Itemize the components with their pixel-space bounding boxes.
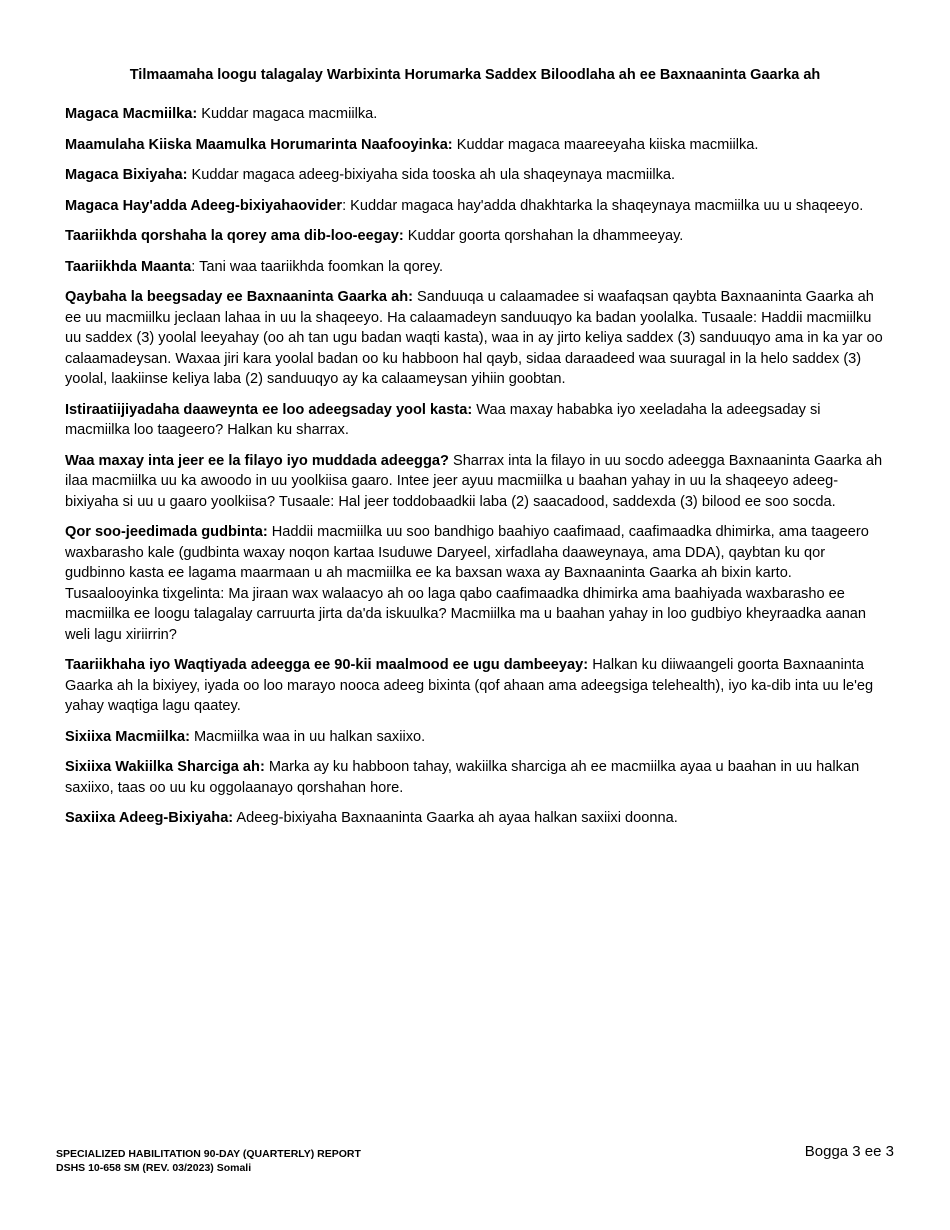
instruction-label: Sixiixa Wakiilka Sharciga ah:	[65, 759, 265, 775]
footer-form-number: DSHS 10-658 SM (REV. 03/2023) Somali	[56, 1162, 252, 1174]
page-title: Tilmaamaha loogu talagalay Warbixinta Horumarka Saddex Biloodlaha ah ee Baxnaaninta Gaarka ah	[129, 67, 821, 83]
instruction-label: Qaybaha la beegsaday ee Baxnaaninta Gaarka ah:	[65, 289, 413, 305]
instruction-plan-date	[65, 226, 887, 247]
instruction-client-signature	[65, 727, 887, 748]
instruction-text: Marka ay ku habboon tahay, wakiilka sharciga ah ee macmiilka ayaa u baahan in uu halkan saxiixo, taas oo uu ku oggolaanayo qorshahan hore.	[65, 759, 860, 796]
instruction-text: Halkan ku diiwaangeli goorta Baxnaaninta Gaarka ah la bixiyey, iyada oo loo marayo nooca adeeg bixinta (qof ahaan ama adeegsiga telehealth), iyo ka-dib inta uu le'eg yahay waqtiga lagu qaatey.	[65, 657, 874, 714]
instruction-text: Sharrax inta la filayo in uu socdo adeegga Baxnaaninta Gaarka ah ilaa macmiilka uu ka awoodo in uu yoolkiisa gaaro. Intee jeer ayuu macmiilka u baahan yahay in uu la shaqeeyo adeeg-bixiyaha si uu u gaaro yoolkiisa? Tusaale: Hal jeer toddobaadkii laba (2) saacadood, saddexda (3) bilood ee soo socda.	[65, 452, 883, 510]
instruction-treatment-strategies	[65, 400, 887, 441]
instruction-provider-signature	[65, 808, 887, 829]
instruction-frequency-duration	[65, 451, 887, 513]
instruction-referral-recommendations	[65, 522, 887, 645]
instruction-label: Maamulaha Kiiska Maamulka Horumarinta Naafooyinka:	[65, 136, 453, 153]
instruction-label: Istiraatiijiyadaha daaweynta ee loo adeegsaday yool kasta:	[65, 401, 473, 418]
instruction-label: Magaca Bixiyaha:	[65, 167, 188, 183]
instruction-label: Taariikhaha iyo Waqtiyada adeegga ee 90-kii maalmood ee ugu dambeeyay:	[65, 657, 589, 673]
instruction-legal-representative-signature	[65, 757, 887, 798]
page-number: Bogga 3 ee 3	[804, 1143, 894, 1160]
instruction-label: Sixiixa Macmiilka:	[65, 728, 190, 745]
instruction-text: Waa maxay hababka iyo xeeladaha la adeegsaday si macmiilka loo taageero? Halkan ku sharrax.	[65, 401, 821, 438]
instruction-dda-case-manager	[65, 135, 887, 156]
instruction-text: Adeeg-bixiyaha Baxnaaninta Gaarka ah ayaa halkan saxiixi doonna.	[233, 810, 678, 826]
instruction-provider-agency	[65, 196, 887, 217]
instruction-text: : Kuddar magaca hay'adda dhakhtarka la shaqeynaya macmiilka uu u shaqeeyo.	[342, 197, 864, 214]
instruction-label: Magaca Hay'adda Adeeg-bixiyahaovider	[65, 197, 343, 214]
instruction-text: Kuddar magaca adeeg-bixiyaha sida tooska ah ula shaqeynaya macmiilka.	[187, 167, 676, 183]
footer-form-info	[56, 1147, 361, 1175]
instruction-label: Magaca Macmiilka:	[65, 106, 198, 122]
footer-form-title: SPECIALIZED HABILITATION 90-DAY (QUARTERLY) REPORT	[56, 1148, 361, 1160]
instruction-client-name	[65, 104, 887, 125]
instructions-body	[65, 104, 887, 839]
instruction-text: Kuddar goorta qorshahan la dhammeeyay.	[403, 228, 684, 244]
instruction-text: Kuddar magaca macmiilka.	[197, 106, 378, 122]
instruction-text: Macmiilka waa in uu halkan saxiixo.	[189, 728, 426, 745]
instruction-label: Waa maxay inta jeer ee la filayo iyo muddada adeegga?	[65, 452, 449, 469]
instruction-text: Kuddar magaca maareeyaha kiiska macmiilka.	[452, 136, 759, 153]
instruction-label: Taariikhda qorshaha la qorey ama dib-loo-eegay:	[65, 228, 404, 244]
instruction-text: Haddii macmiilka uu soo bandhigo baahiyo caafimaad, caafimaadka dhimirka, ama taageero waxbarasho kale (gudbinta waxay noqon kartaa Isuduwe Daryeel, xirfadlaha daaweynaya, ama DDA), qaybtan ku qor gudbinno kasta ee lagama maarmaan u ah macmiilka ee ka baxsan waxa ay Baxnaaninta Gaarka ah bixin karto. Tusaalooyinka tixgelinta: Ma jiraan wax walaacyo ah oo laga qabo caafimaadka dhimirka ama baahiyada waxbarasho ee macmiilka ee loogu talagalay carruurta jirta da'da iskuulka? Macmiilka ma u baahan yahay in loo gudbiyo kheyraadka aanan weli lagu xiriirrin?	[65, 524, 869, 643]
instruction-provider-name	[65, 165, 887, 186]
instruction-todays-date	[65, 257, 887, 278]
instruction-service-dates	[65, 655, 887, 717]
instruction-text: Sanduuqa u calaamadee si waafaqsan qaybta Baxnaaninta Gaarka ah ee uu macmiilku jeclaan lahaa in uu la shaqeeyo. Ha calaamadeyn sanduuqyo ka badan yoolalka. Tusaale: Haddii macmiilku uu saddex (3) yoolal leeyahay (oo ah tan ugu badan waqti kasta), waa in ay jirto keliya saddex (3) sanduuqyo ama in ka yar oo calaamadeysan. Waxaa jiri kara yoolal badan oo ku habboon hal qayb, sidaa daraadeed waa suuragal in la helo saddex (3) yoolal, laakiinse keliya laba (2) sanduuqyo ay ka calaameysan yihiin goobtan.	[65, 289, 883, 387]
instruction-label: Saxiixa Adeeg-Bixiyaha:	[65, 810, 234, 826]
instruction-text: : Tani waa taariikhda foomkan la qorey.	[191, 258, 443, 275]
instruction-label: Taariikhda Maanta	[65, 258, 192, 275]
instruction-targeted-areas	[65, 287, 887, 390]
instruction-label: Qor soo-jeedimada gudbinta:	[65, 524, 268, 540]
